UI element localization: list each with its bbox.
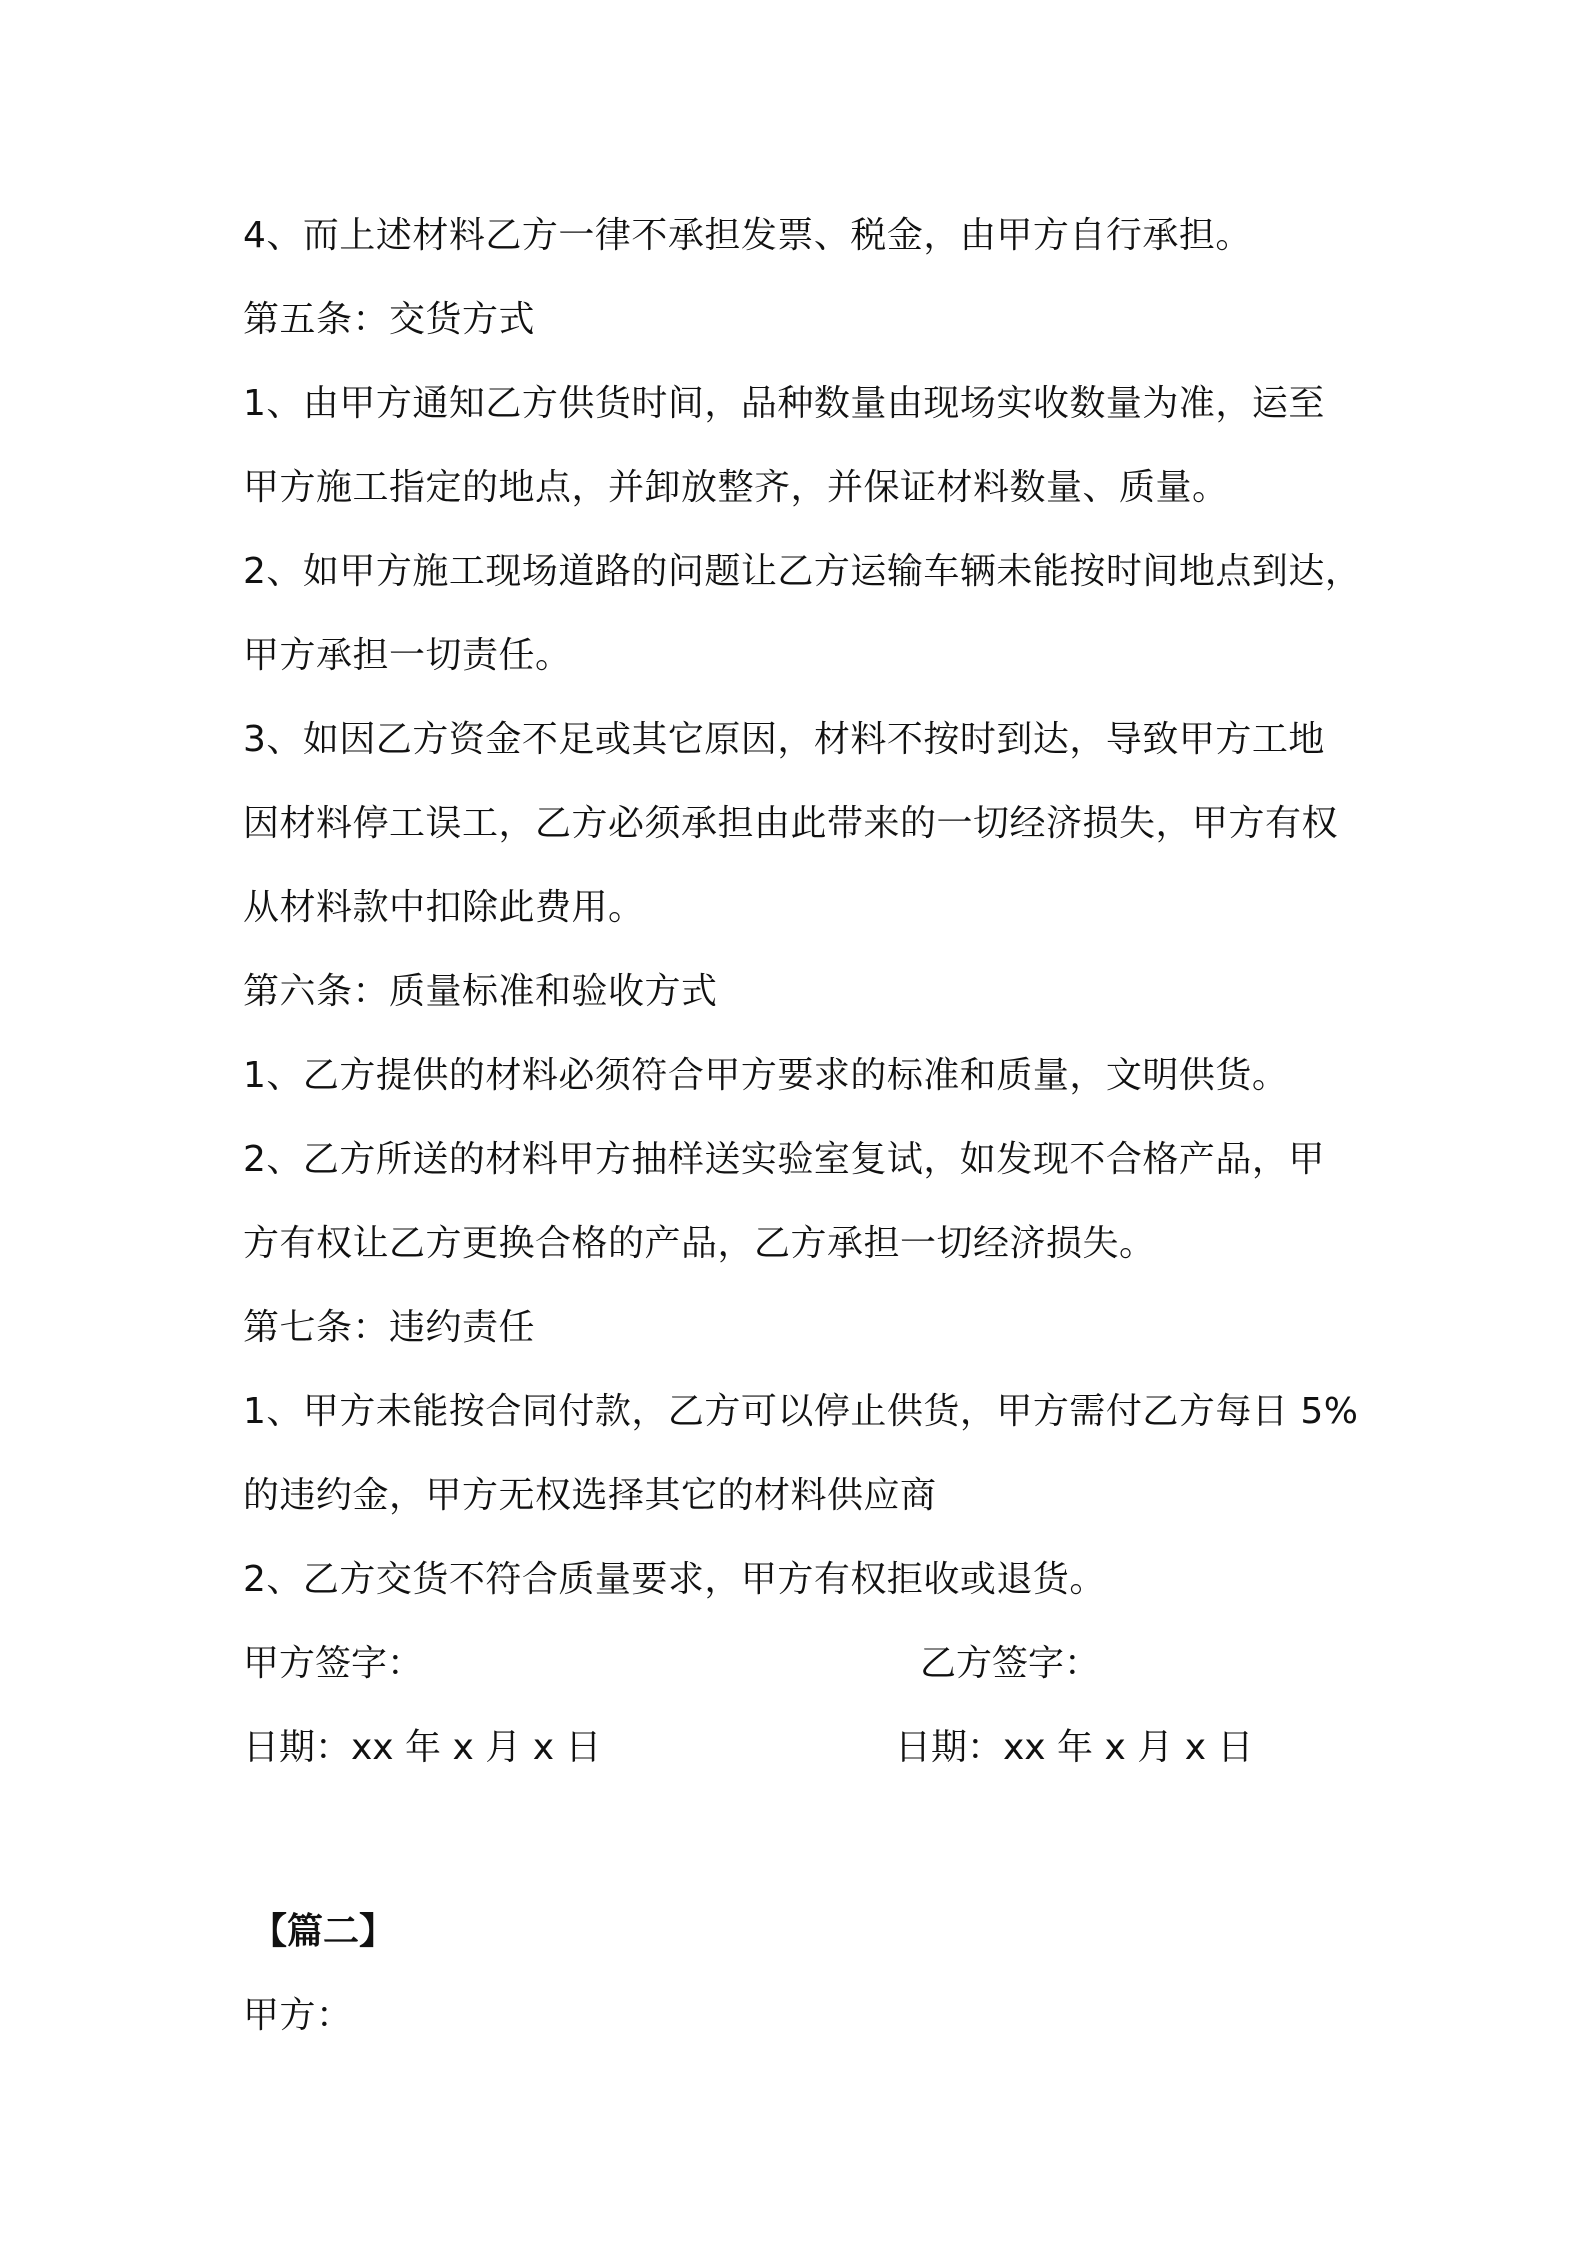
part-two-title: 【篇二】	[251, 1911, 396, 1952]
paragraph-line: 4、而上述材料乙方一律不承担发票、税金，由甲方自行承担。	[243, 215, 1252, 256]
article-heading: 第五条：交货方式	[243, 299, 536, 340]
paragraph-line: 从材料款中扣除此费用。	[243, 887, 645, 928]
party-a-date: 日期：xx 年 x 月 x 日	[243, 1727, 602, 1768]
part-two-party-a: 甲方：	[243, 1995, 353, 2036]
party-b-signature-label: 乙方签字：	[920, 1643, 1101, 1684]
paragraph-line: 1、乙方提供的材料必须符合甲方要求的标准和质量，文明供货。	[243, 1055, 1289, 1096]
paragraph-line: 因材料停工误工，乙方必须承担由此带来的一切经济损失，甲方有权	[243, 803, 1339, 844]
date-row	[243, 1706, 1373, 1790]
paragraph-line: 甲方承担一切责任。	[243, 635, 572, 676]
party-a-signature-label: 甲方签字：	[243, 1643, 424, 1684]
paragraph-line: 甲方施工指定的地点，并卸放整齐，并保证材料数量、质量。	[243, 467, 1229, 508]
party-b-date: 日期：xx 年 x 月 x 日	[895, 1727, 1254, 1768]
signature-row	[243, 1622, 1373, 1706]
article-heading: 第七条：违约责任	[243, 1307, 536, 1348]
paragraph-line: 方有权让乙方更换合格的产品，乙方承担一切经济损失。	[243, 1223, 1156, 1264]
paragraph-line: 2、如甲方施工现场道路的问题让乙方运输车辆未能按时间地点到达，	[243, 551, 1362, 592]
paragraph-line: 1、由甲方通知乙方供货时间，品种数量由现场实收数量为准，运至	[243, 383, 1325, 424]
paragraph-line: 的违约金，甲方无权选择其它的材料供应商	[243, 1475, 937, 1516]
paragraph-line: 2、乙方所送的材料甲方抽样送实验室复试，如发现不合格产品，甲	[243, 1139, 1325, 1180]
document-body	[243, 194, 1373, 2058]
paragraph-line: 1、甲方未能按合同付款，乙方可以停止供货，甲方需付乙方每日 5%	[243, 1391, 1359, 1432]
article-heading: 第六条：质量标准和验收方式	[243, 971, 718, 1012]
paragraph-line: 2、乙方交货不符合质量要求，甲方有权拒收或退货。	[243, 1559, 1106, 1600]
section-gap	[243, 1790, 1373, 1890]
paragraph-line: 3、如因乙方资金不足或其它原因，材料不按时到达，导致甲方工地	[243, 719, 1325, 760]
